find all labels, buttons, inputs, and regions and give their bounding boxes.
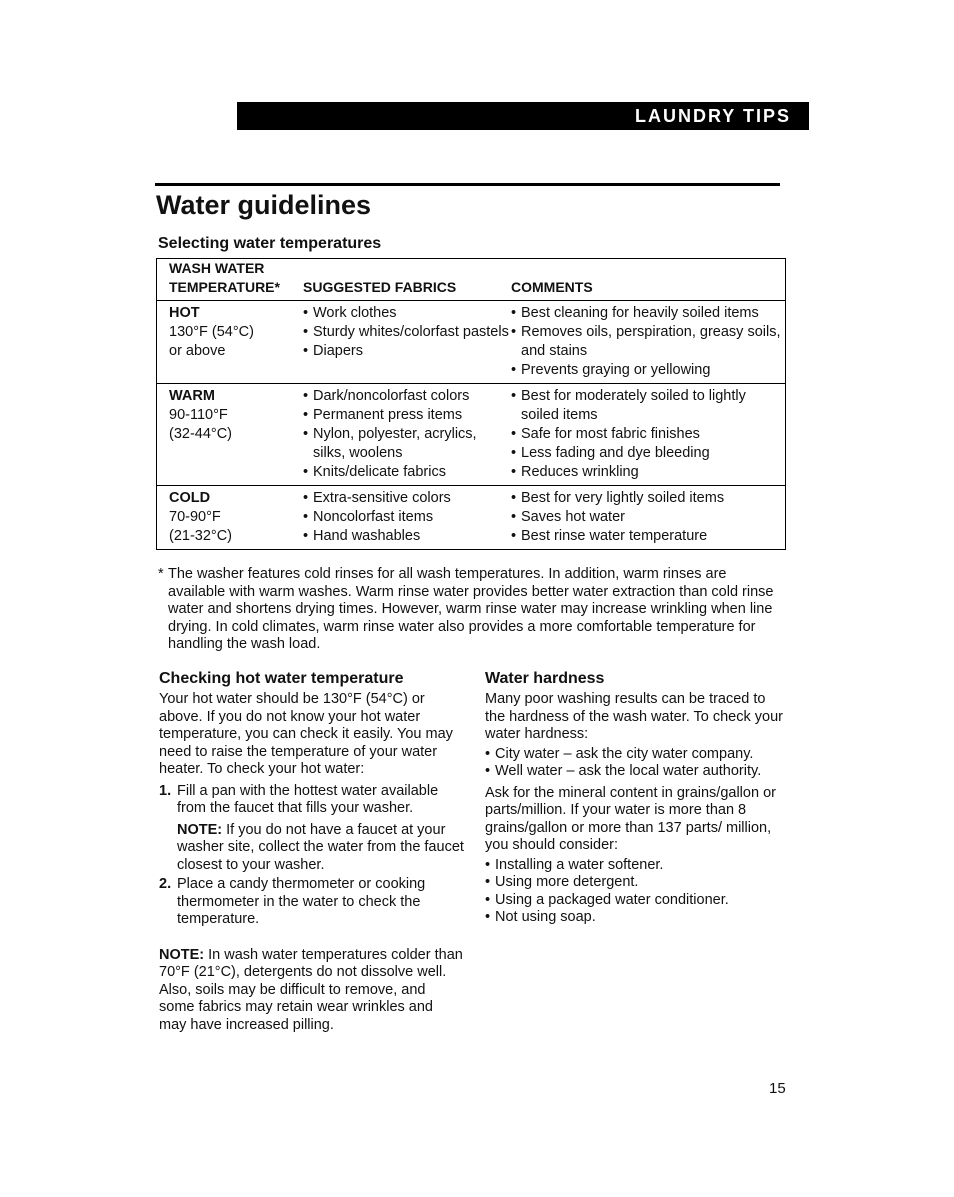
table-footnote — [158, 566, 783, 654]
list-item: • Well water – ask the local water authority. — [485, 763, 785, 781]
temp-label: WARM — [169, 388, 215, 404]
header-suggested-fabrics: SUGGESTED FABRICS — [303, 259, 511, 301]
list-item: • Sturdy whites/colorfast pastels — [303, 323, 511, 342]
list-item: • Installing a water softener. — [485, 857, 785, 875]
step-note — [177, 822, 464, 875]
temp-range-note: or above — [169, 343, 226, 359]
step-number: 1. — [159, 782, 172, 799]
list-item: • Permanent press items — [303, 406, 511, 425]
comments-cell — [511, 301, 786, 384]
temp-range-celsius: (32-44°C) — [169, 426, 233, 442]
list-item: • Best cleaning for heavily soiled items — [511, 304, 785, 323]
list-item: • Hand washables — [303, 527, 511, 546]
page-title: Water guidelines — [156, 190, 372, 220]
list-item: • City water – ask the city water company. — [485, 746, 785, 764]
page-number: 15 — [769, 1080, 786, 1097]
temp-label: HOT — [169, 305, 200, 321]
fabrics-cell — [303, 301, 511, 384]
temp-range: 70-90°F — [169, 509, 221, 525]
list-item: • Saves hot water — [511, 508, 785, 527]
step-item — [159, 783, 464, 875]
header-comments: COMMENTS — [511, 259, 786, 301]
list-item: • Nylon, polyester, acrylics, silks, woolens — [303, 425, 511, 463]
note-text: In wash water temperatures colder than 70°F (21°C), detergents do not dissolve well. Also, soils may be difficult to remove, and some fabrics may retain wear wrinkles and may have increased pilling. — [159, 946, 463, 1033]
table-row-cold — [157, 486, 786, 550]
temp-cell — [157, 384, 304, 486]
header-col1-line1: WASH WATER — [169, 260, 265, 276]
list-item: • Dark/noncolorfast colors — [303, 387, 511, 406]
temp-label: COLD — [169, 490, 211, 506]
list-item: • Extra-sensitive colors — [303, 489, 511, 508]
hardness-sources — [485, 746, 785, 781]
header-wash-temperature — [157, 259, 304, 301]
step-text: Place a candy thermometer or cooking thermometer in the water to check the temperature. — [177, 876, 426, 927]
list-item: • Using more detergent. — [485, 874, 785, 892]
fabrics-cell — [303, 384, 511, 486]
list-item: • Knits/delicate fabrics — [303, 463, 511, 482]
note-label: NOTE: — [177, 821, 223, 838]
table-row-warm — [157, 384, 786, 486]
temp-range-celsius: (21-32°C) — [169, 528, 233, 544]
temp-range: 90-110°F — [169, 407, 228, 423]
list-item: • Noncolorfast items — [303, 508, 511, 527]
step-item — [159, 876, 464, 929]
list-item: • Work clothes — [303, 304, 511, 323]
hardness-heading: Water hardness — [485, 670, 605, 687]
hardness-paragraph: Ask for the mineral content in grains/gallon or parts/million. If your water is more than 8 grains/gallon or more than 137 parts/ million, you should consider: — [485, 784, 776, 853]
header-col1-line2: TEMPERATURE* — [169, 279, 280, 295]
checking-hot-water-section — [159, 670, 464, 1034]
list-item: • Diapers — [303, 342, 511, 361]
temp-cell — [157, 486, 304, 550]
list-item: • Prevents graying or yellowing — [511, 361, 785, 380]
title-rule — [155, 183, 780, 186]
section-banner: LAUNDRY TIPS — [237, 102, 809, 130]
temp-cell — [157, 301, 304, 384]
step-number: 2. — [159, 876, 172, 892]
water-temperature-table — [156, 258, 786, 550]
list-item: • Safe for most fabric finishes — [511, 425, 785, 444]
checking-intro: Your hot water should be 130°F (54°C) or above. If you do not know your hot water temperature, you can check it easily. You may need to raise the temperature of your water heater. To check your hot water: — [159, 691, 453, 777]
note-text: If you do not have a faucet at your washer site, collect the water from the faucet closest to your washer. — [177, 821, 464, 873]
list-item: • Less fading and dye bleeding — [511, 444, 785, 463]
list-item: • Reduces wrinkling — [511, 463, 785, 482]
list-item: • Using a packaged water conditioner. — [485, 892, 785, 910]
hardness-intro: Many poor washing results can be traced to the hardness of the wash water. To check your water hardness: — [485, 691, 783, 742]
footnote-text: The washer features cold rinses for all wash temperatures. In addition, warm rinses are available with warm washes. Warm rinse water provides better water extraction than cold rinse water and shortens drying times. However, warm rinse water may increase wrinkling when line drying. In cold climates, warm rinse water also provides a more comfortable temperature for handling the wash load. — [168, 566, 774, 652]
step-text: Fill a pan with the hottest water available from the faucet that fills your washer. — [177, 782, 439, 816]
hardness-options — [485, 857, 785, 927]
fabrics-cell — [303, 486, 511, 550]
checking-heading: Checking hot water temperature — [159, 670, 404, 687]
comments-cell — [511, 384, 786, 486]
list-item: • Not using soap. — [485, 909, 785, 927]
temperature-note — [159, 947, 464, 1035]
note-label: NOTE: — [159, 946, 205, 963]
list-item: • Best for moderately soiled to lightly soiled items — [511, 387, 785, 425]
water-hardness-section — [485, 670, 785, 931]
footnote-marker: * — [158, 566, 164, 582]
table-row-hot — [157, 301, 786, 384]
section-heading-temperatures: Selecting water temperatures — [158, 235, 382, 252]
comments-cell — [511, 486, 786, 550]
list-item: • Best rinse water temperature — [511, 527, 785, 546]
list-item: • Removes oils, perspiration, greasy soils, and stains — [511, 323, 785, 361]
list-item: • Best for very lightly soiled items — [511, 489, 785, 508]
table-header-row — [157, 259, 786, 301]
temp-range: 130°F (54°C) — [169, 324, 254, 340]
checking-steps — [159, 783, 464, 929]
